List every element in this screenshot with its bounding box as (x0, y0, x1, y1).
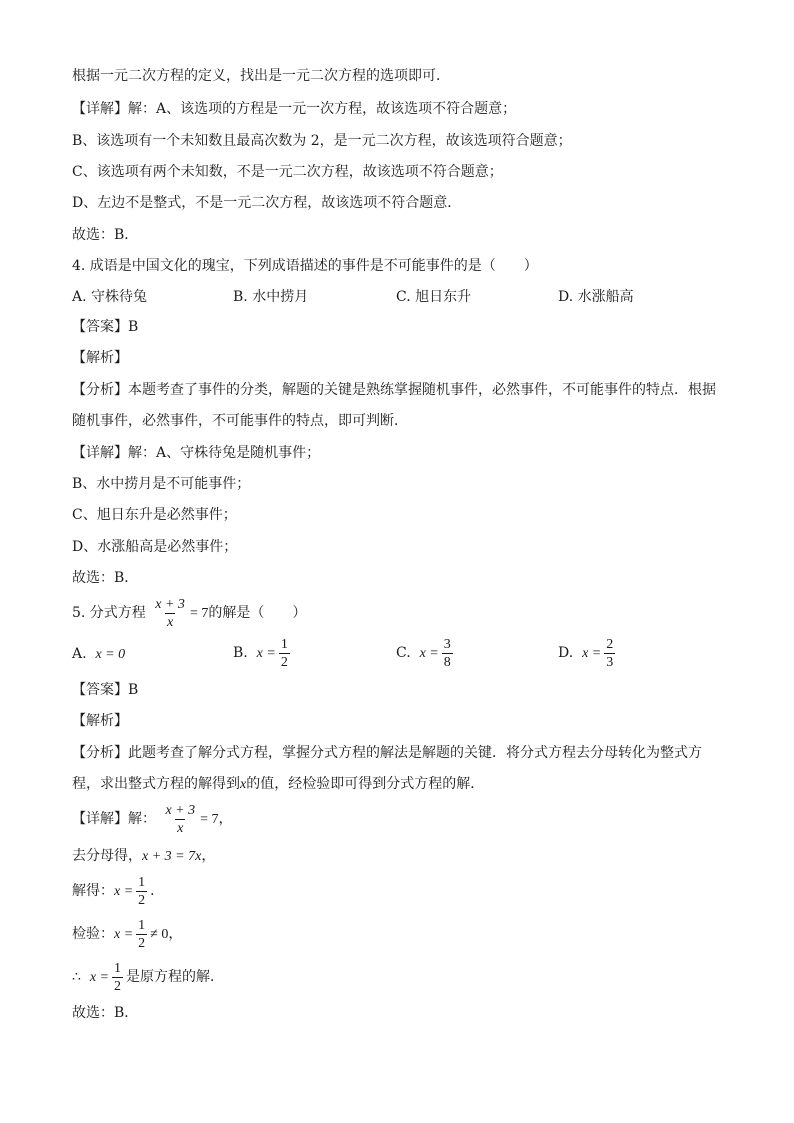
fraction-denominator: 2 (280, 654, 288, 670)
option-label: C. (396, 645, 411, 661)
q3-choose: 故选：B． (72, 227, 139, 243)
q5-option-c (396, 634, 456, 673)
q3-detail-c: C、该选项有两个未知数，不是一元二次方程，故该选项不符合题意； (72, 164, 503, 180)
detail-tag: 【详解】 (72, 101, 128, 117)
answer-tag: 【答案】 (72, 682, 128, 698)
q5-fenxi-2b: 的值，经检验即可得到分式方程的解． (246, 776, 485, 792)
q3-intro: 根据一元二次方程的定义，找出是一元二次方程的选项即可． (72, 68, 450, 84)
q5-detail-line (72, 800, 233, 839)
fraction-denominator: x (166, 614, 174, 630)
detail-tag: 【详解】 (72, 445, 128, 461)
option-label: A. (72, 646, 87, 662)
q4-question: 4. 成语是中国文化的瑰宝，下列成语描述的事件是不可能事件的是（ ） (72, 258, 538, 274)
q4-option-c: C. 旭日东升 (396, 289, 472, 305)
fraction-denominator: 8 (443, 654, 451, 670)
q5-question (72, 594, 306, 633)
fraction-numerator: 1 (114, 960, 121, 976)
fraction-denominator: 2 (114, 978, 121, 994)
q5-eq-tail: = 7 (189, 606, 209, 621)
fraction-numerator: 1 (138, 917, 146, 933)
step-fraction (136, 874, 147, 909)
q5-question-suffix: 的解是（ ） (208, 605, 307, 621)
fraction-numerator: x + 3 (155, 596, 185, 612)
fraction-denominator: 2 (138, 935, 146, 951)
q5-fenxi-line1 (72, 743, 702, 763)
option-label: B. (233, 645, 248, 661)
q5-fraction (153, 596, 187, 631)
q5-detail-tail: = 7， (200, 812, 233, 827)
fraction-numerator: x + 3 (165, 802, 196, 818)
step-label: 解得： (72, 883, 114, 899)
q4-fenxi-line1 (72, 380, 716, 400)
q3-detail-b: B、该选项有一个未知数且最高次数为 2，是一元二次方程，故该选项符合题意； (72, 133, 572, 149)
step-end: ． (150, 883, 165, 899)
step-fraction (136, 917, 147, 952)
q5-fenxi-x: x (240, 777, 247, 792)
fraction-denominator: 3 (606, 654, 614, 670)
q4-answer: B (128, 319, 139, 335)
step-fraction (112, 960, 123, 995)
q5-fenxi-1: 此题考查了解分式方程，掌握分式方程的解法是解题的关键．将分式方程去分母转化为整式方 (128, 745, 702, 761)
q5-step2 (72, 872, 164, 911)
answer-tag: 【答案】 (72, 319, 128, 335)
q4-detail-c: C、旭日东升是必然事件； (72, 507, 237, 523)
q4-fenxi-1: 本题考查了事件的分类，解题的关键是熟练掌握随机事件，必然事件，不可能事件的特点．根据 (128, 382, 716, 398)
option-fraction (279, 636, 290, 671)
q4-fenxi-2: 随机事件，必然事件，不可能事件的特点，即可判断． (72, 413, 408, 429)
fenxi-tag: 【分析】 (72, 382, 128, 398)
q4-option-d: D. 水涨船高 (558, 289, 634, 305)
option-lhs: x = (582, 646, 602, 661)
q5-fenxi-2a: 程，求出整式方程的解得到 (72, 776, 240, 792)
q5-step1 (72, 846, 215, 867)
q5-answer-line (72, 680, 138, 700)
step-label: 去分母得， (72, 848, 142, 864)
q5-analysis-tag: 【解析】 (72, 713, 128, 729)
q3-detail-a: 解：A、该选项的方程是一元一次方程，故该选项不符合题意； (128, 101, 517, 117)
step-lhs: x = (114, 884, 134, 899)
q5-detail-prefix: 解： (128, 811, 156, 827)
q5-option-d (558, 634, 618, 673)
q3-detail-a-line (72, 99, 516, 119)
q4-detail-d: D、水涨船高是必然事件； (72, 539, 238, 555)
therefore-symbol: ∴ (72, 969, 81, 985)
step-end: ， (201, 848, 216, 864)
q5-step3 (72, 915, 182, 954)
fraction-numerator: 3 (443, 636, 451, 652)
fraction-numerator: 2 (606, 636, 614, 652)
option-math: x = 0 (95, 647, 126, 662)
q5-option-a (72, 644, 125, 665)
q5-fenxi-line2 (72, 774, 484, 795)
q4-detail-a-line (72, 443, 320, 463)
fraction-numerator: 1 (280, 636, 288, 652)
step-label: 检验： (72, 926, 114, 942)
option-label: D. (558, 645, 574, 661)
fraction-denominator: 2 (138, 892, 146, 908)
option-lhs: x = (419, 646, 439, 661)
q4-option-a: A. 守株待兔 (72, 289, 148, 305)
fenxi-tag: 【分析】 (72, 745, 128, 761)
q4-analysis-tag: 【解析】 (72, 350, 128, 366)
detail-tag: 【详解】 (72, 811, 128, 827)
step-lhs: x = (114, 927, 134, 942)
q5-detail-fraction (163, 802, 197, 837)
q4-detail-a: 解：A、守株待兔是随机事件； (128, 445, 321, 461)
q4-option-b: B. 水中捞月 (233, 289, 309, 305)
fraction-denominator: x (177, 820, 184, 836)
q5-question-prefix: 5. 分式方程 (72, 605, 146, 621)
q5-option-b (233, 634, 293, 673)
step-math: x + 3 = 7x (142, 849, 202, 864)
q5-choose: 故选：B． (72, 1005, 139, 1021)
fraction-numerator: 1 (138, 874, 146, 890)
q4-choose: 故选：B． (72, 570, 139, 586)
step-lhs: x = (89, 970, 109, 985)
option-fraction (604, 636, 615, 671)
q4-answer-line (72, 317, 138, 337)
step-tail: ≠ 0， (150, 927, 183, 942)
step-tail: 是原方程的解． (126, 969, 224, 985)
q5-answer: B (128, 682, 139, 698)
q5-step4 (72, 958, 224, 997)
q4-detail-b: B、水中捞月是不可能事件； (72, 476, 251, 492)
option-lhs: x = (256, 646, 276, 661)
q3-detail-d: D、左边不是整式，不是一元二次方程，故该选项不符合题意． (72, 195, 462, 211)
option-fraction (442, 636, 453, 671)
